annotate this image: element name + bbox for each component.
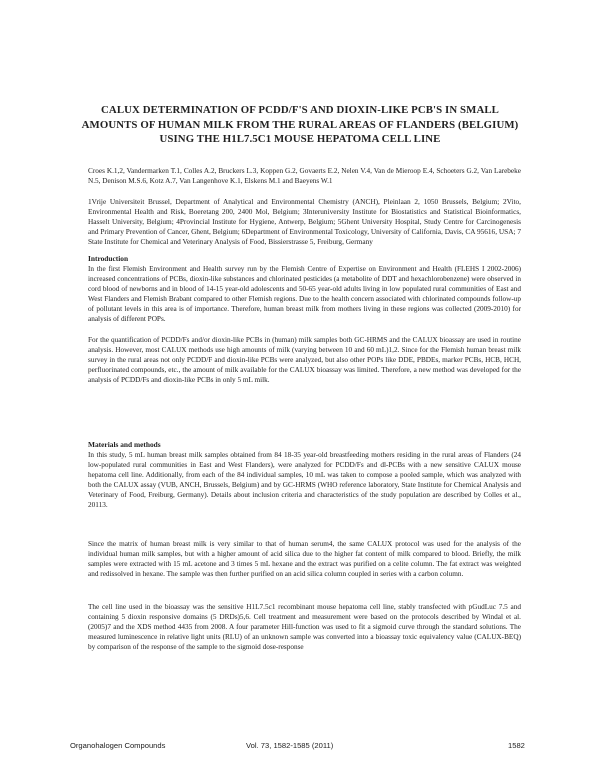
methods-paragraph-2: Since the matrix of human breast milk is very similar to that of human serum4, the same CALUX protocol was used for the analysis of the individual human milk samples, but with a higher amount of acid silica due to the higher fat content of milk compared to blood. Briefly, the milk samples were extracted with 15 mL acetone and 3 times 5 mL hexane and the extract was purified on a celite column. The fat extract was weighted and redissolved in hexane. The sample was then further purified on an acid silica column coupled in series with a carbon column.	[88, 540, 521, 579]
methods-paragraph-1: In this study, 5 mL human breast milk samples obtained from 84 18-35 year-old breastfeeding mothers residing in the rural areas of Flanders (24 low-populated rural communities in East and West Flanders), were analyzed for PCDD/Fs and dl-PCBs with a new sensitive CALUX mouse hepatoma cell line. Additionally, from each of the 84 individual samples, 10 mL was taken to compose a pooled sample, which was analyzed with both the CALUX assay (VUB, ANCH, Brussels, Belgium) and by GC-HRMS (WHO reference laboratory, State Institute for Chemical Analysis and Veterinary of Food, Freiburg, Germany). Details about inclusion criteria and characteristics of the study population are described by Colles et al., 20113.	[88, 451, 521, 510]
paper-title: CALUX DETERMINATION OF PCDD/F'S AND DIOXIN-LIKE PCB'S IN SMALL AMOUNTS OF HUMAN MILK FROM THE RURAL AREAS OF FLANDERS (BELGIUM) USING THE H1L7.5C1 MOUSE HEPATOMA CELL LINE	[81, 104, 519, 145]
author-list: Croes K.1,2, Vandermarken T.1, Colles A.2, Bruckers L.3, Koppen G.2, Govaerts E.2, Nelen V.4, Van de Mieroop E.4, Schoeters G.2, Van Larebeke N.5, Denison M.S.6, Kotz A.7, Van Langenhove K.1, Elskens M.1 and Baeyens W.1	[88, 167, 521, 186]
introduction-paragraph-2: For the quantification of PCDD/Fs and/or dioxin-like PCBs in (human) milk samples both GC-HRMS and the CALUX bioassay are used in routine analysis. However, most CALUX methods use high amounts of milk (varying between 10 and 60 mL)1,2. Since for the Flemish human breast milk survey in the rural areas not only PCDD/F and dioxin-like PCBs were analyzed, but also other POPs like DDE, PBDEs, marker PCBs, HCB, HCH, perfluorinated compounds, etc., the amount of milk available for the CALUX bioassay was limited. Therefore, a new method was developed for the analysis of PCDD/Fs and dioxin-like PCBs in only 5 mL milk.	[88, 336, 521, 385]
footer-volume: Vol. 73, 1582-1585 (2011)	[246, 741, 334, 750]
methods-paragraph-3: The cell line used in the bioassay was the sensitive H1L7.5c1 recombinant mouse hepatoma cell line, stably transfected with pGudLuc 7.5 and containing 5 dioxin responsive domains (5 DRDs)5,6. Cell treatment and measurement were based on the protocols described by Windal et al. (2005)7 and the XDS method 4435 from 2008. A four parameter Hill-function was used to fit a sigmoid curve through the standard solutions. The measured luminescence in relative light units (RLU) of an unknown sample was converted into a bioassay toxic equivalency value (CALUX-BEQ) by comparison of the response of the sample to the sigmoid dose-response	[88, 603, 521, 652]
methods-heading: Materials and methods	[88, 440, 161, 449]
introduction-heading: Introduction	[88, 254, 129, 263]
affiliations: 1Vrije Universiteit Brussel, Department of Analytical and Environmental Chemistry (ANCH), Pleinlaan 2, 1050 Brussels, Belgium; 2Vito, Environmental Health and Risk, Boeretang 200, 2400 Mol, Belgium; 3Interuniversity Institute for Biostatistics and Statistical Bioinformatics, Hasselt University, Belgium; 4Provincial Institute for Hygiene, Antwerp, Belgium; 5Ghent University Hospital, Study Centre for Carcinogenesis and Primary Prevention of Cancer, Ghent, Belgium; 6Department of Environmental Toxicology, University of California, Davis, CA 95616, USA; 7 State Institute for Chemical and Veterinary Analysis of Food, Bissierstrasse 5, Freiburg, Germany	[88, 197, 521, 247]
footer-page-number: 1582	[508, 741, 525, 750]
introduction-paragraph-1: In the first Flemish Environment and Health survey run by the Flemish Centre of Expertise on Environment and Health (FLEHS I 2002-2006) increased concentrations of PCBs, dioxin-like substances and chlorinated pesticides (a metabolite of DDT and hexachlorobenzene) were observed in cord blood of newborns and in blood of 14-15 year-old adolescents and 50-65 year-old adults living in low populated rural communities of East and West Flanders and Flemish Brabant compared to other Flemish regions. Due to the health concern associated with chlorinated compounds follow-up of pollutant levels in this area is of importance. Therefore, human breast milk from mothers living in these regions was collected (2009-2010) for analysis of different POPs.	[88, 265, 521, 324]
footer-journal: Organohalogen Compounds	[70, 741, 166, 750]
